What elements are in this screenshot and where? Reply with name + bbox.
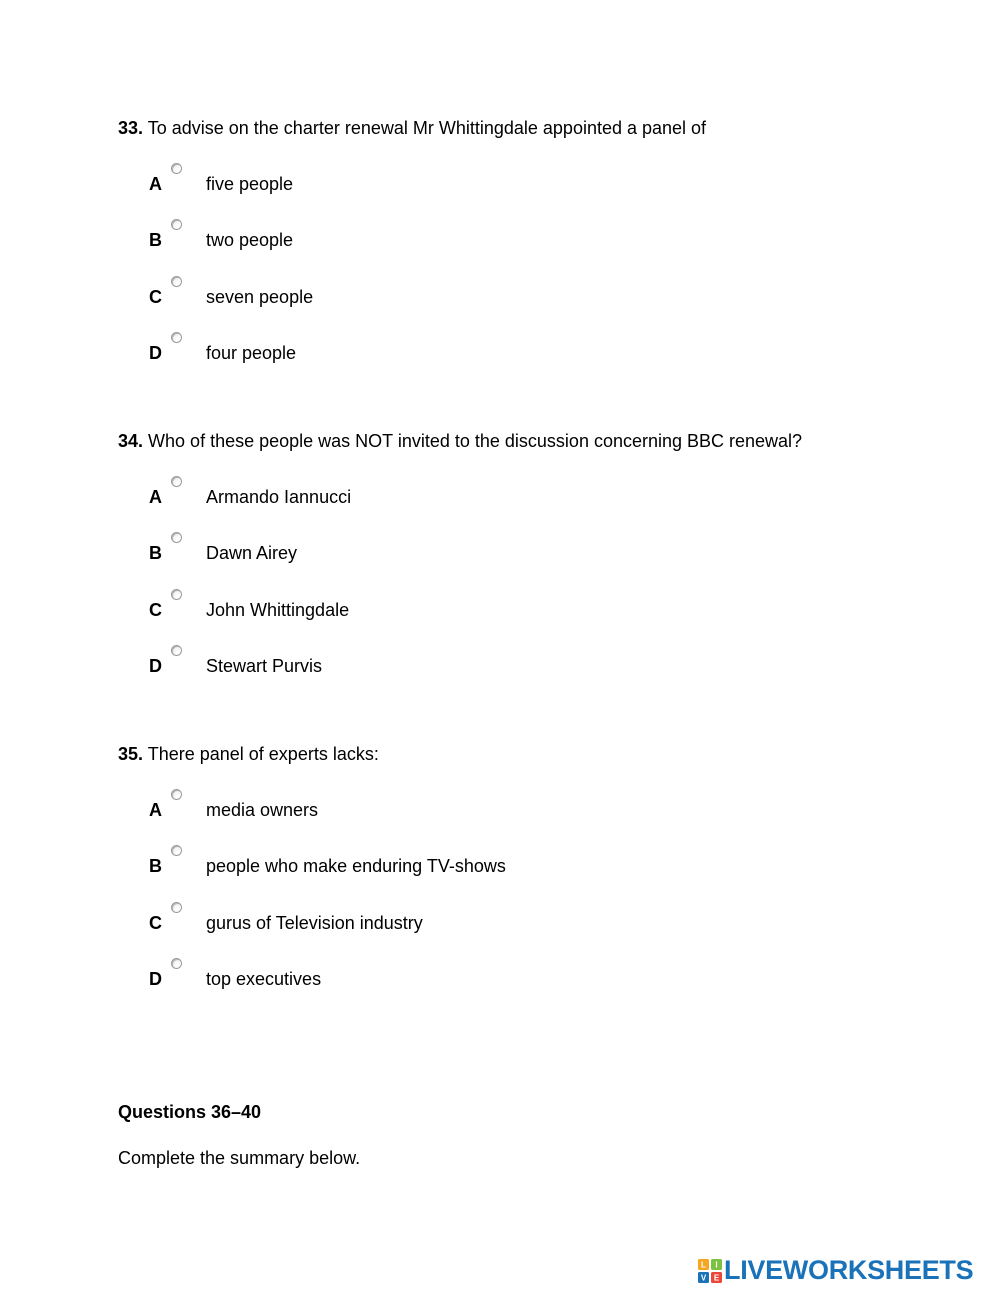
option-letter: A <box>149 800 162 820</box>
option-text: people who make enduring TV-shows <box>206 856 506 876</box>
option-d[interactable] <box>149 654 749 678</box>
option-a[interactable] <box>149 798 749 822</box>
radio-button[interactable] <box>171 276 182 287</box>
radio-button[interactable] <box>171 219 182 230</box>
radio-button[interactable] <box>171 845 182 856</box>
option-c[interactable] <box>149 598 749 622</box>
question-35 <box>118 743 978 989</box>
question-text: To advise on the charter renewal Mr Whittingdale appointed a panel of <box>147 118 707 138</box>
radio-button[interactable] <box>171 958 182 969</box>
brand-wordmark: LIVEWORKSHEETS <box>724 1255 974 1285</box>
radio-button[interactable] <box>171 532 182 543</box>
option-b[interactable] <box>149 541 749 565</box>
radio-button[interactable] <box>171 163 182 174</box>
option-letter: C <box>149 600 162 620</box>
question-stem <box>118 117 978 139</box>
option-d[interactable] <box>149 341 749 365</box>
option-letter: D <box>149 969 162 989</box>
radio-button[interactable] <box>171 332 182 343</box>
option-letter: B <box>149 856 162 876</box>
logo-letter-e: E <box>713 1273 720 1283</box>
option-text: seven people <box>206 287 314 307</box>
radio-button[interactable] <box>171 645 182 656</box>
liveworksheets-logo-icon <box>698 1259 722 1283</box>
option-text: Stewart Purvis <box>206 656 323 676</box>
option-letter: A <box>149 174 162 194</box>
section-heading: Questions 36–40 <box>118 1102 262 1122</box>
question-stem <box>118 430 978 452</box>
option-letter: C <box>149 913 162 933</box>
option-text: two people <box>206 230 294 250</box>
option-text: top executives <box>206 969 322 989</box>
question-number: 35. <box>118 744 144 764</box>
option-c[interactable] <box>149 911 749 935</box>
option-text: Dawn Airey <box>206 543 298 563</box>
option-a[interactable] <box>149 172 749 196</box>
option-b[interactable] <box>149 228 749 252</box>
section-instruction: Complete the summary below. <box>118 1148 361 1168</box>
option-text: five people <box>206 174 294 194</box>
option-letter: B <box>149 230 162 250</box>
radio-button[interactable] <box>171 476 182 487</box>
logo-letter-v: V <box>700 1273 707 1283</box>
radio-button[interactable] <box>171 902 182 913</box>
logo-letter-i: I <box>715 1260 718 1270</box>
option-d[interactable] <box>149 967 749 991</box>
logo-letter-l: L <box>701 1260 706 1270</box>
question-34 <box>118 430 978 676</box>
option-text: gurus of Television industry <box>206 913 423 933</box>
radio-button[interactable] <box>171 589 182 600</box>
option-text: media owners <box>206 800 319 820</box>
question-33 <box>118 117 978 363</box>
question-text: There panel of experts lacks: <box>147 744 379 764</box>
option-letter: C <box>149 287 162 307</box>
option-b[interactable] <box>149 854 749 878</box>
option-letter: D <box>149 343 162 363</box>
question-number: 33. <box>118 118 144 138</box>
option-letter: A <box>149 487 162 507</box>
question-stem <box>118 743 978 765</box>
option-letter: B <box>149 543 162 563</box>
option-letter: D <box>149 656 162 676</box>
option-text: John Whittingdale <box>206 600 350 620</box>
radio-button[interactable] <box>171 789 182 800</box>
option-a[interactable] <box>149 485 749 509</box>
question-text: Who of these people was NOT invited to the discussion concerning BBC renewal? <box>148 431 803 451</box>
option-c[interactable] <box>149 285 749 309</box>
option-text: Armando Iannucci <box>206 487 352 507</box>
liveworksheets-brand <box>698 1255 994 1285</box>
option-text: four people <box>206 343 297 363</box>
question-number: 34. <box>118 431 144 451</box>
